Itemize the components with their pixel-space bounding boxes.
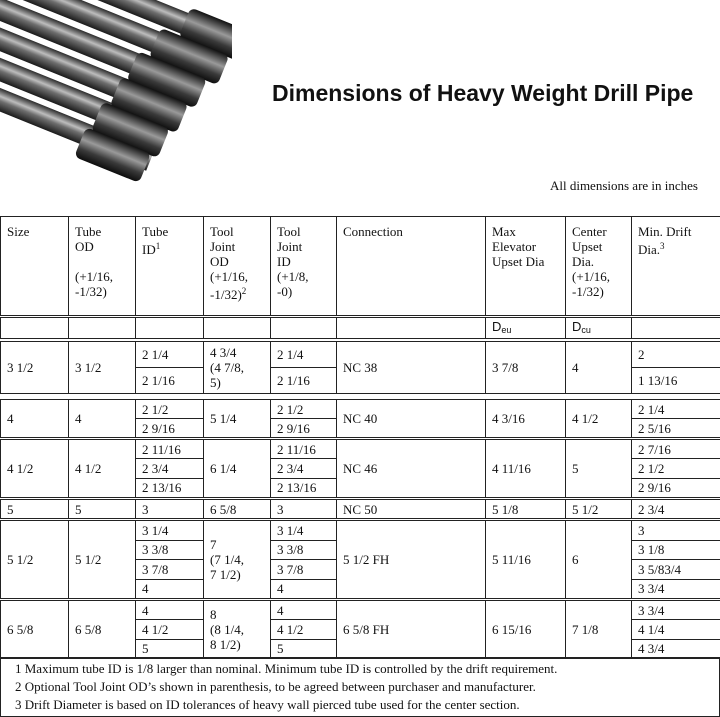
cell-tool-joint-od [203, 600, 271, 659]
footnote-marker: 1 [155, 241, 161, 251]
header-tool-joint-od [203, 216, 271, 316]
footnote-1: 1 Maximum tube ID is 1/8 larger than nominal. Minimum tube ID is controlled by the drift requirement. [15, 661, 558, 676]
cell-size-text: 4 [7, 411, 14, 426]
cell-tube-id-text: 3 3/8 [142, 542, 169, 558]
cell-size-text: 6 5/8 [7, 622, 34, 637]
header-tool-joint-id [270, 216, 337, 316]
cell-tool-joint-id-text: 2 1/16 [277, 373, 310, 388]
cell-min-drift-text: 2 9/16 [638, 480, 671, 496]
cell-connection-text: NC 46 [343, 461, 378, 476]
cell-tube-id [135, 418, 204, 438]
cell-min-drift [631, 439, 720, 459]
cell-tube-id-text: 4 1/2 [142, 622, 169, 637]
footnote-3: 3 Drift Diameter is based on ID tolerances of heavy wall pierced tube used for the center section. [15, 697, 520, 712]
cell-tube-id [135, 559, 204, 580]
cell-tube-id [135, 341, 204, 368]
cell-tool-joint-od [203, 499, 271, 519]
cell-tool-joint-id [270, 341, 337, 368]
cell-max-elevator-text: 4 11/16 [492, 461, 531, 476]
cell-tool-joint-id [270, 478, 337, 498]
cell-tube-id [135, 478, 204, 498]
header-tube-id [135, 216, 204, 316]
cell-tube-od-text: 3 1/2 [75, 360, 102, 375]
cell-center-upset-text: 5 1/2 [572, 501, 599, 517]
cell-tool-joint-id [270, 639, 337, 659]
header-center-upset [565, 216, 632, 316]
cell-min-drift [631, 540, 720, 561]
cell-tool-joint-id [270, 399, 337, 419]
header-tool-joint-od-text: Tool Joint OD (+1/16, -1/32) [210, 224, 249, 302]
header-tube-od [68, 216, 136, 316]
cell-max-elevator [485, 499, 566, 519]
cell-tube-id-text: 3 [142, 501, 149, 517]
cell-tube-id [135, 619, 204, 639]
cell-tool-joint-id [270, 579, 337, 600]
cell-max-elevator-text: 5 1/8 [492, 501, 519, 517]
cell-min-drift [631, 458, 720, 478]
cell-min-drift [631, 619, 720, 639]
cell-center-upset-text: 6 [572, 552, 579, 567]
cell-max-elevator [485, 399, 566, 438]
cell-center-upset-text: 4 1/2 [572, 411, 599, 426]
cell-tool-joint-id-text: 3 3/8 [277, 542, 304, 558]
cell-tool-joint-id-text: 2 1/4 [277, 347, 304, 362]
cell-connection-text: 6 5/8 FH [343, 622, 390, 637]
cell-tube-id-text: 2 9/16 [142, 420, 175, 436]
cell-tube-id-text: 4 [142, 581, 149, 597]
cell-tube-od-text: 4 1/2 [75, 461, 102, 476]
header-max-elevator-text: Max Elevator Upset Dia [492, 224, 545, 269]
cell-tool-joint-id-text: 4 [277, 602, 284, 618]
cell-tube-od-text: 5 [75, 501, 82, 517]
cell-size [0, 341, 69, 394]
cell-tool-joint-id [270, 619, 337, 639]
cell-size [0, 520, 69, 599]
units-note: All dimensions are in inches [549, 178, 698, 193]
cell-tool-joint-od-text: 8 (8 1/4, 8 1/2) [210, 607, 244, 652]
cell-min-drift-text: 3 3/4 [638, 602, 665, 618]
cell-min-drift [631, 499, 720, 519]
symbol-cell [0, 317, 69, 339]
symbol-cell [203, 317, 271, 339]
footnote-2: 2 Optional Tool Joint OD’s shown in parenthesis, to be agreed between purchaser and manufacturer. [15, 679, 536, 694]
cell-tube-od-text: 6 5/8 [75, 622, 102, 637]
cell-tube-od [68, 499, 136, 519]
header-min-drift-text: Min. Drift Dia. [638, 224, 692, 257]
cell-min-drift-text: 4 3/4 [638, 641, 665, 657]
dcu-symbol [572, 319, 591, 338]
cell-tube-id-text: 2 1/2 [142, 401, 169, 417]
cell-tube-id [135, 540, 204, 561]
cell-min-drift [631, 341, 720, 368]
cell-min-drift-text: 3 5/83/4 [638, 561, 681, 577]
header-connection [336, 216, 486, 316]
cell-tool-joint-id [270, 600, 337, 620]
cell-tool-joint-od [203, 439, 271, 498]
cell-tool-joint-id [270, 520, 337, 541]
cell-tool-joint-od-text: 6 1/4 [210, 461, 237, 476]
cell-max-elevator [485, 439, 566, 498]
symbol-cell [336, 317, 486, 339]
cell-tube-od [68, 600, 136, 659]
cell-connection-text: NC 40 [343, 411, 378, 426]
header-size-text: Size [7, 224, 30, 239]
cell-min-drift [631, 520, 720, 541]
header-max-elevator [485, 216, 566, 316]
cell-tube-od-text: 4 [75, 411, 82, 426]
cell-min-drift-text: 2 3/4 [638, 501, 665, 517]
cell-min-drift [631, 367, 720, 394]
cell-tool-joint-id [270, 439, 337, 459]
cell-min-drift-text: 4 1/4 [638, 622, 665, 637]
symbol-cell [270, 317, 337, 339]
cell-connection-text: 5 1/2 FH [343, 552, 390, 567]
cell-tool-joint-id [270, 458, 337, 478]
cell-tool-joint-id-text: 4 1/2 [277, 622, 304, 637]
cell-tube-id [135, 579, 204, 600]
cell-size [0, 600, 69, 659]
cell-tool-joint-id-text: 3 7/8 [277, 561, 304, 577]
dcu-letter: D [572, 318, 582, 334]
cell-connection-text: NC 50 [343, 501, 378, 517]
cell-max-elevator [485, 341, 566, 394]
cell-tool-joint-od [203, 341, 271, 394]
cell-tool-joint-id [270, 540, 337, 561]
header-tube-od-text: Tube OD (+1/16, -1/32) [75, 224, 114, 299]
cell-max-elevator-text: 5 11/16 [492, 552, 531, 567]
header-tube-id-text: Tube ID [142, 224, 169, 257]
cell-connection [336, 499, 486, 519]
cell-center-upset-text: 5 [572, 461, 579, 476]
header-connection-text: Connection [343, 224, 403, 239]
cell-connection [336, 399, 486, 438]
cell-tool-joint-id-text: 2 1/2 [277, 401, 304, 417]
cell-tube-id-text: 2 13/16 [142, 480, 182, 496]
cell-tool-joint-od [203, 399, 271, 438]
cell-connection-text: NC 38 [343, 360, 378, 375]
cell-tube-id [135, 520, 204, 541]
cell-connection [336, 520, 486, 599]
cell-max-elevator [485, 520, 566, 599]
cell-min-drift [631, 559, 720, 580]
cell-tube-id [135, 499, 204, 519]
cell-tube-id-text: 2 1/4 [142, 347, 169, 362]
cell-tube-id-text: 2 3/4 [142, 461, 169, 476]
cell-tube-id [135, 439, 204, 459]
header-area [0, 0, 720, 215]
header-tool-joint-id-text: Tool Joint ID (+1/8, -0) [277, 224, 309, 299]
cell-size-text: 3 1/2 [7, 360, 34, 375]
cell-min-drift-text: 2 1/2 [638, 461, 665, 476]
cell-connection [336, 600, 486, 659]
cell-min-drift [631, 399, 720, 419]
footnote-marker: 3 [660, 241, 665, 251]
cell-connection [336, 439, 486, 498]
cell-min-drift-text: 3 3/4 [638, 581, 665, 597]
cell-tool-joint-id-text: 5 [277, 641, 284, 657]
cell-tube-od-text: 5 1/2 [75, 552, 102, 567]
cell-min-drift [631, 579, 720, 600]
cell-tube-od [68, 341, 136, 394]
cell-min-drift [631, 600, 720, 620]
deu-subscript: eu [501, 324, 512, 335]
cell-min-drift-text: 3 1/8 [638, 542, 665, 558]
cell-tool-joint-od [203, 520, 271, 599]
cell-tool-joint-id [270, 367, 337, 394]
cell-tool-joint-id-text: 2 3/4 [277, 461, 304, 476]
cell-size [0, 439, 69, 498]
cell-tube-od [68, 399, 136, 438]
cell-tube-id-text: 3 1/4 [142, 522, 169, 538]
cell-center-upset [565, 520, 632, 599]
footnotes [0, 657, 720, 717]
cell-size [0, 399, 69, 438]
drill-pipe-photo [0, 0, 232, 205]
cell-size-text: 5 [7, 501, 14, 517]
symbol-cell [68, 317, 136, 339]
cell-center-upset [565, 341, 632, 394]
cell-center-upset-text: 4 [572, 360, 579, 375]
cell-tool-joint-od-text: 7 (7 1/4, 7 1/2) [210, 537, 244, 582]
cell-tube-od [68, 520, 136, 599]
cell-tube-id-text: 4 [142, 602, 149, 618]
cell-size-text: 4 1/2 [7, 461, 34, 476]
cell-max-elevator [485, 600, 566, 659]
cell-connection [336, 341, 486, 394]
cell-min-drift-text: 2 [638, 347, 645, 362]
cell-min-drift [631, 478, 720, 498]
cell-size [0, 499, 69, 519]
symbol-cell [485, 317, 566, 339]
cell-min-drift [631, 639, 720, 659]
cell-center-upset-text: 7 1/8 [572, 622, 599, 637]
cell-center-upset [565, 600, 632, 659]
cell-tool-joint-od-text: 4 3/4 (4 7/8, 5) [210, 345, 244, 390]
symbol-cell [631, 317, 720, 339]
cell-tool-joint-id [270, 499, 337, 519]
symbol-cell [135, 317, 204, 339]
cell-tool-joint-id-text: 3 1/4 [277, 522, 304, 538]
cell-center-upset [565, 399, 632, 438]
cell-tube-id [135, 600, 204, 620]
dcu-subscript: cu [581, 324, 591, 335]
cell-min-drift [631, 418, 720, 438]
cell-tube-id-text: 5 [142, 641, 149, 657]
cell-size-text: 5 1/2 [7, 552, 34, 567]
cell-center-upset [565, 499, 632, 519]
cell-tool-joint-id-text: 4 [277, 581, 284, 597]
cell-tool-joint-id [270, 418, 337, 438]
cell-min-drift-text: 2 5/16 [638, 420, 671, 436]
footnote-marker: 2 [241, 286, 247, 296]
cell-tube-id [135, 639, 204, 659]
cell-min-drift-text: 2 7/16 [638, 441, 671, 457]
page-title: Dimensions of Heavy Weight Drill Pipe [272, 80, 694, 106]
cell-tool-joint-id-text: 2 13/16 [277, 480, 317, 496]
cell-tool-joint-id [270, 559, 337, 580]
deu-letter: D [492, 318, 502, 334]
cell-tool-joint-id-text: 2 9/16 [277, 420, 310, 436]
header-min-drift [631, 216, 720, 316]
cell-tube-id-text: 2 11/16 [142, 441, 181, 457]
cell-tube-id-text: 3 7/8 [142, 561, 169, 577]
cell-max-elevator-text: 4 3/16 [492, 411, 525, 426]
cell-tube-id-text: 2 1/16 [142, 373, 175, 388]
symbol-cell [565, 317, 632, 339]
cell-tool-joint-od-text: 5 1/4 [210, 411, 237, 426]
cell-max-elevator-text: 3 7/8 [492, 360, 519, 375]
header-center-upset-text: Center Upset Dia. (+1/16, -1/32) [572, 224, 611, 299]
cell-min-drift-text: 3 [638, 522, 645, 538]
cell-tool-joint-od-text: 6 5/8 [210, 501, 237, 517]
cell-tube-id [135, 367, 204, 394]
cell-min-drift-text: 2 1/4 [638, 401, 665, 417]
cell-tool-joint-id-text: 3 [277, 501, 284, 517]
deu-symbol [492, 319, 511, 338]
cell-center-upset [565, 439, 632, 498]
cell-tube-id [135, 458, 204, 478]
cell-min-drift-text: 1 13/16 [638, 373, 678, 388]
cell-tube-od [68, 439, 136, 498]
header-size [0, 216, 69, 316]
cell-tool-joint-id-text: 2 11/16 [277, 441, 316, 457]
cell-tube-id [135, 399, 204, 419]
cell-max-elevator-text: 6 15/16 [492, 622, 532, 637]
